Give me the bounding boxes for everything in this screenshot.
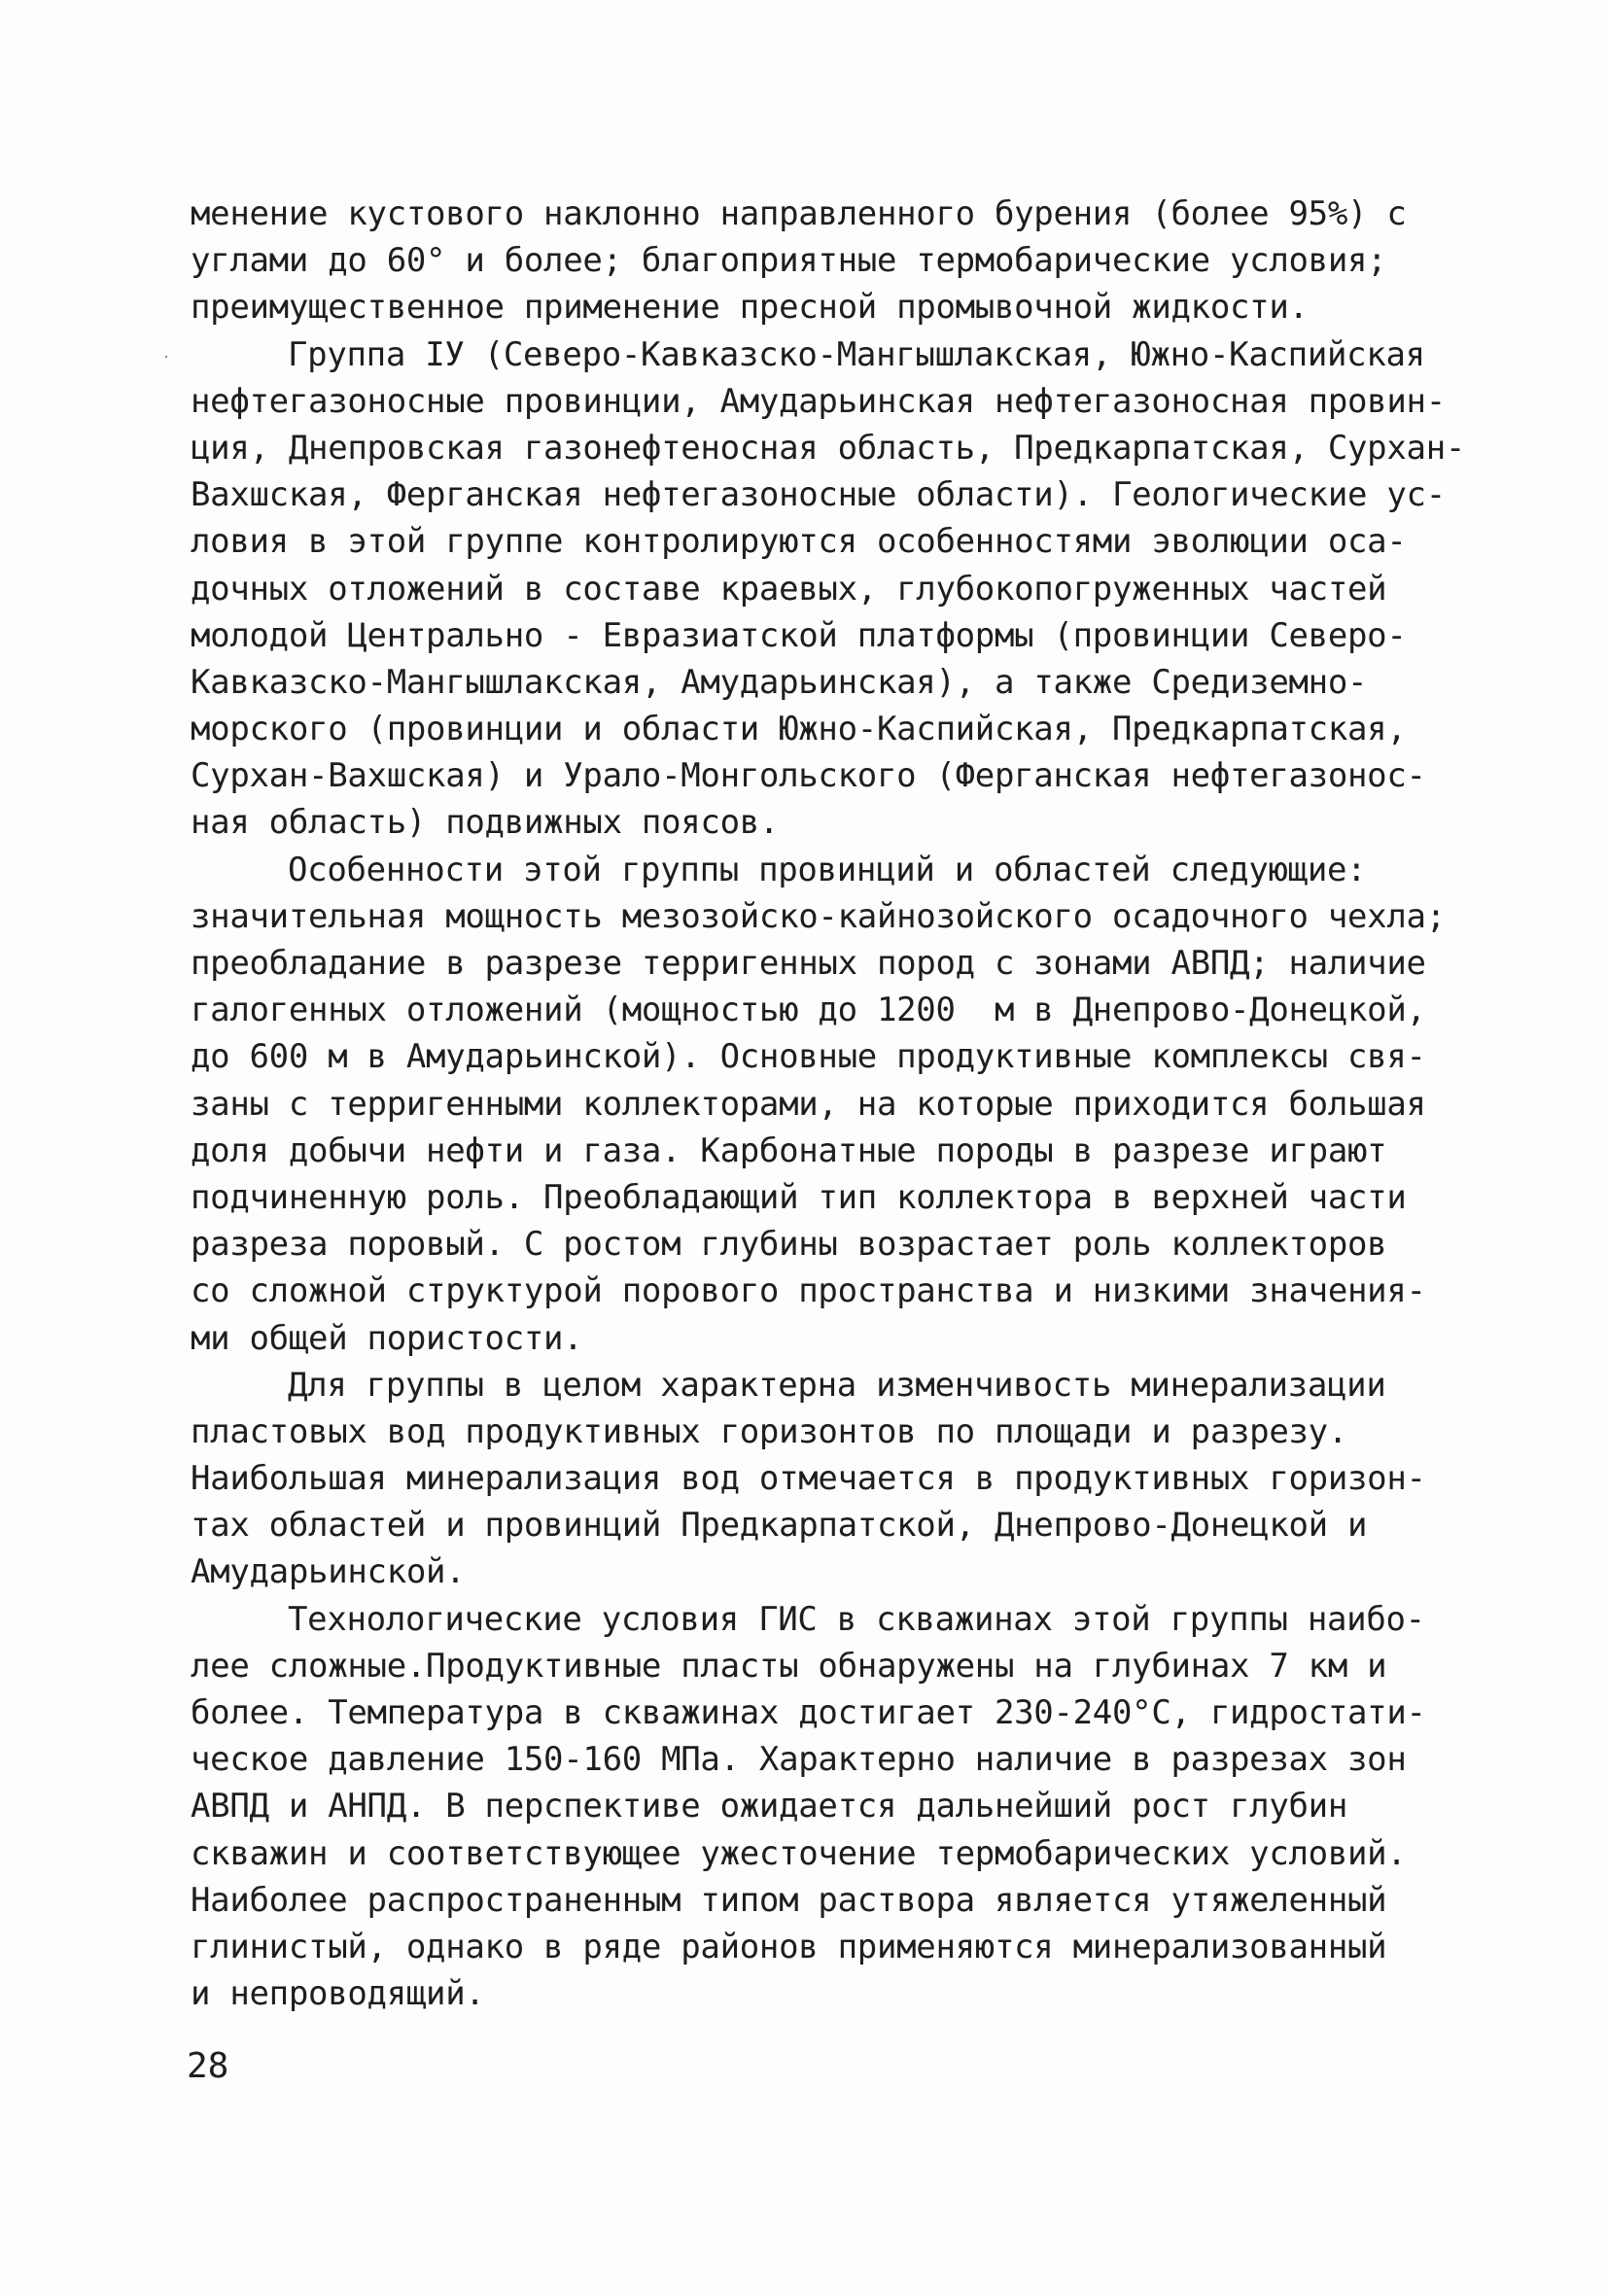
text-line: подчиненную роль. Преобладающий тип коллектора в верхней части xyxy=(191,1177,1407,1217)
text-line: ная область) подвижных поясов. xyxy=(191,803,780,843)
text-line: глинистый, однако в ряде районов применяются минерализованный xyxy=(191,1927,1387,1966)
text-line: молодой Центрально - Евразиатской платформы (провинции Северо- xyxy=(191,615,1407,655)
text-line: менение кустового наклонно направленного бурения (более 95%) с xyxy=(191,194,1407,233)
text-line: лее сложные.Продуктивные пласты обнаружены на глубинах 7 км и xyxy=(191,1646,1387,1686)
paragraph-first-line: Технологические условия ГИС в скважинах этой группы наибо- xyxy=(288,1599,1425,1639)
text-line: со сложной структурой порового пространства и низкими значения- xyxy=(191,1271,1426,1311)
text-line: ческое давление 150-160 МПа. Характерно наличие в разрезах зон xyxy=(191,1740,1407,1780)
scan-speck xyxy=(165,356,167,358)
text-line: преобладание в разрезе терригенных пород с зонами АВПД; наличие xyxy=(191,944,1426,983)
body-text xyxy=(191,191,1466,2017)
text-line: тах областей и провинций Предкарпатской, Днепрово-Донецкой и xyxy=(191,1506,1368,1546)
text-line: Сурхан-Вахшская) и Урало-Монгольского (Ферганская нефтегазонос- xyxy=(191,756,1426,796)
text-line: АВПД и АНПД. В перспективе ожидается дальнейший рост глубин xyxy=(191,1787,1348,1826)
paragraph-first-line: Группа IУ (Северо-Кавказско-Мангышлакская, Южно-Каспийская xyxy=(288,334,1425,374)
text-line: более. Температура в скважинах достигает 230-240°С, гидростати- xyxy=(191,1693,1426,1732)
text-line: дочных отложений в составе краевых, глубокопогруженных частей xyxy=(191,569,1387,609)
text-line: морского (провинции и области Южно-Каспийская, Предкарпатская, xyxy=(191,710,1407,749)
text-line: доля добычи нефти и газа. Карбонатные породы в разрезе играют xyxy=(191,1131,1387,1170)
text-line: значительная мощность мезозойско-кайнозойского осадочного чехла; xyxy=(191,896,1446,936)
paragraph-first-line: Особенности этой группы провинций и областей следующие: xyxy=(288,850,1367,889)
text-line: нефтегазоносные провинции, Амударьинская нефтегазоносная провин- xyxy=(191,381,1446,421)
text-line: разреза поровый. С ростом глубины возрастает роль коллекторов xyxy=(191,1225,1387,1265)
text-line: ловия в этой группе контролируются особенностями эволюции оса- xyxy=(191,522,1407,562)
paragraph-first-line: Для группы в целом характерна изменчивость минерализации xyxy=(288,1365,1386,1405)
text-line: Наибольшая минерализация вод отмечается в продуктивных горизон- xyxy=(191,1459,1426,1499)
text-line: Наиболее распространенным типом раствора является утяжеленный xyxy=(191,1880,1387,1920)
text-line: скважин и соответствующее ужесточение термобарических условий. xyxy=(191,1833,1407,1873)
page-number: 28 xyxy=(187,2046,229,2086)
text-line: заны с терригенными коллекторами, на которые приходится большая xyxy=(191,1084,1426,1124)
text-line: пластовых вод продуктивных горизонтов по площади и разрезу. xyxy=(191,1411,1348,1451)
text-line: ми общей пористости. xyxy=(191,1318,583,1358)
text-line: Кавказско-Мангышлакская, Амударьинская), а также Средиземно- xyxy=(191,662,1368,702)
text-line: преимущественное применение пресной промывочной жидкости. xyxy=(191,288,1309,328)
text-line: углами до 60° и более; благоприятные термобарические условия; xyxy=(191,241,1387,281)
text-line: галогенных отложений (мощностью до 1200 м в Днепрово-Донецкой, xyxy=(191,991,1426,1030)
text-line: и непроводящий. xyxy=(191,1974,485,2014)
text-line: ция, Днепровская газонефтеносная область, Предкарпатская, Сурхан- xyxy=(191,428,1466,468)
text-line: Вахшская, Ферганская нефтегазоносные области). Геологические ус- xyxy=(191,475,1446,515)
text-line: Амударьинской. xyxy=(191,1552,466,1592)
text-line: до 600 м в Амударьинской). Основные продуктивные комплексы свя- xyxy=(191,1037,1426,1077)
